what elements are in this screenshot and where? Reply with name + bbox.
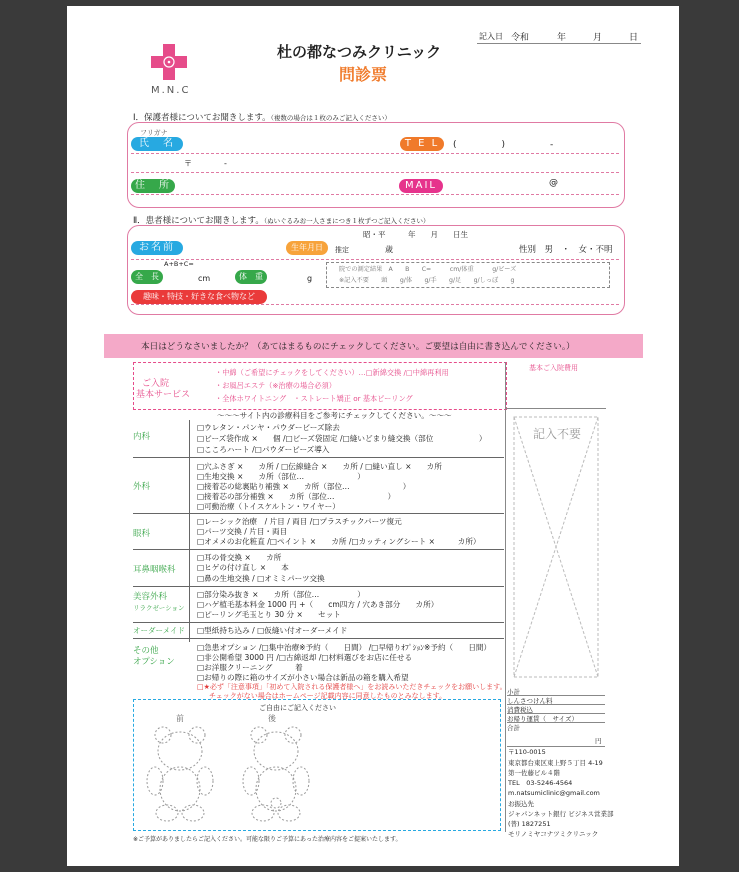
warning-note: チェックがない場合はホームページ記載内容に同意したものとみなします。 bbox=[209, 692, 447, 700]
dept-cosmetic-item[interactable]: □ピーリング毛玉とり 30 分 × セット bbox=[197, 610, 341, 619]
measure-note2: ※記入不要 頭 g/体 g/手 g/足 g/しっぽ g bbox=[339, 277, 515, 284]
gender-field[interactable]: 性別 男 ・ 女・不明 bbox=[519, 245, 613, 255]
dept-ophthalmology-item[interactable]: □レーシック治療 / 片目 / 両目 /□プラスチックパーツ復元 bbox=[197, 517, 402, 526]
dept-ent: 耳鼻咽喉科 bbox=[133, 565, 176, 575]
dept-cosmetic-sub: リラクゼーション bbox=[133, 604, 185, 612]
era-label: 昭・平 年 月 日生 bbox=[363, 230, 468, 239]
back-label: 後 bbox=[268, 714, 276, 723]
basic-service-line3[interactable]: ・全体ホワイトニング ・ストレート矯正 or 基本ピーリング bbox=[215, 394, 413, 403]
height-unit: cm bbox=[198, 274, 211, 283]
clinic-name: 杜の都なつみクリニック bbox=[277, 43, 442, 61]
nurse-fee-label: しんさつけん料 bbox=[507, 697, 553, 705]
dept-surgery-item[interactable]: □接着芯の総裏貼り補強 × カ所（部位… ） bbox=[197, 482, 411, 491]
tax-label: 消費税込 bbox=[507, 706, 533, 714]
tel-field[interactable]: ( ) - bbox=[453, 140, 554, 150]
subtotal-label: 小計 bbox=[507, 688, 520, 696]
warning-checkbox[interactable]: □★必ず「注意事項」「初めて入院される保護者様へ」をお読みいただきチェックをお願いします。 bbox=[197, 683, 507, 691]
dept-surgery-item[interactable]: □生地交換 × カ所（部位… ） bbox=[197, 472, 365, 481]
footer-note: ※ご予算がありましたらご記入ください。可能な限りご予算にあった治療内容をご提案いたします。 bbox=[133, 836, 402, 843]
weight-unit: g bbox=[307, 274, 313, 283]
form-title: 問診票 bbox=[339, 65, 388, 84]
furigana-label: フリガナ bbox=[140, 129, 168, 137]
basic-service-line1[interactable]: ・中綿（ご希望にチェックをしてください）…□新綿交換 /□中綿再利用 bbox=[215, 368, 449, 377]
dept-cosmetic-item[interactable]: □ハゲ植毛基本料金 1000 円 +（ cm四方 / 穴あき部分 カ所） bbox=[197, 600, 439, 609]
hobby-label: 趣味・特技・好きな食べ物など bbox=[131, 290, 267, 304]
yen-label: 円 bbox=[595, 737, 602, 745]
section2-title: Ⅱ．患者様についてお聞きします。（ぬいぐるみお一人さまにつき１枚ずつご記入ください） bbox=[133, 216, 430, 226]
bear-back-icon bbox=[241, 723, 311, 823]
abc-formula: A+B+C= bbox=[164, 260, 194, 268]
dept-ent-item[interactable]: □鼻の生地交換 / □オミミパーツ交換 bbox=[197, 574, 325, 583]
dept-custom: オーダーメイド bbox=[133, 626, 185, 635]
section1-title: Ⅰ．保護者様についてお聞きします。（複数の場合は１枚のみご記入ください） bbox=[133, 113, 391, 123]
basic-service-line2: ・お風呂エステ（※治療の場合必須） bbox=[215, 381, 336, 390]
dept-custom-item[interactable]: □型紙持ち込み / □仮縫い付オーダーメイド bbox=[197, 626, 348, 635]
fee-divider bbox=[505, 408, 606, 409]
dept-internal-item[interactable]: □ビーズ袋作成 × 個 /□ビーズ袋固定 /□縫いどまり縫交換（部位 ） bbox=[197, 434, 487, 443]
birthday-label: 生年月日 bbox=[286, 241, 328, 255]
department-divider bbox=[189, 420, 190, 642]
dept-other-item[interactable]: □お帰りの際に箱のサイズが小さい場合は新品の箱を購入希望 bbox=[197, 673, 409, 682]
dept-surgery-item[interactable]: □接着芯の部分補強 × カ所（部位… ） bbox=[197, 492, 396, 501]
no-entry-cross-icon bbox=[513, 416, 599, 678]
dept-other-item[interactable]: □お洋服クリーニング 着 bbox=[197, 663, 303, 672]
dept-ent-item[interactable]: □耳の骨交換 × カ所 bbox=[197, 553, 282, 562]
cross-logo-icon bbox=[151, 44, 187, 80]
postal-field[interactable]: 〒 - bbox=[184, 159, 227, 168]
weight-label: 体 重 bbox=[235, 270, 267, 284]
dept-ent-item[interactable]: □ヒゲの付け直し × 本 bbox=[197, 563, 289, 572]
dept-other-item[interactable]: □非公開希望 3000 円 /□古綿返却 /□材料選びをお店に任せる bbox=[197, 653, 413, 662]
age-unit: 歳 bbox=[385, 245, 393, 254]
dept-internal: 内科 bbox=[133, 432, 151, 442]
logo-text: M.N.C bbox=[151, 85, 191, 96]
visit-reason-banner: 本日はどうなさいましたか？（あてはまるものにチェックしてください。ご要望は自由に書き込んでください。） bbox=[104, 334, 643, 358]
tel-label: T E L bbox=[400, 137, 444, 151]
dept-surgery: 外科 bbox=[133, 482, 151, 492]
total-label: 合計 bbox=[507, 724, 520, 732]
dept-ophthalmology: 眼科 bbox=[133, 529, 151, 539]
drawing-title: ご自由にご記入ください bbox=[259, 704, 336, 712]
dept-surgery-item[interactable]: □穴ふさぎ × カ所 / □伝線縫合 × カ所 / □縫い直し × カ所 bbox=[197, 462, 442, 471]
basic-service-label1: ご入院 bbox=[142, 379, 170, 389]
mail-label: MAIL bbox=[399, 179, 443, 193]
no-entry-stamp: 記入不要 bbox=[533, 427, 582, 441]
dept-internal-item[interactable]: □ウレタン・パンヤ・パウダービーズ除去 bbox=[197, 423, 340, 432]
shipping-label: お帰り運賃（ サイズ） bbox=[507, 715, 578, 723]
estimate-label: 推定 bbox=[335, 246, 349, 254]
at-mark: @ bbox=[549, 178, 558, 188]
name-label: 氏 名 bbox=[131, 137, 183, 151]
dept-ophthalmology-item[interactable]: □パーツ交換 / 片目・両目 bbox=[197, 527, 288, 536]
patient-name-label: お名前 bbox=[131, 241, 183, 255]
fee-header: 基本ご入院費用 bbox=[529, 364, 578, 372]
questionnaire-sheet: M.N.C 杜の都なつみクリニック 問診票 記入日 令和 年 月 日 Ⅰ．保護者様についてお聞きします。（複数の場合は１枚のみご記入ください） フリガナ 氏 名 T E L ( ) - 〒 - 住 所 MAIL @ Ⅱ．患者様についてお聞きします。（ぬいぐるみお一人さまにつき１枚ずつご記入ください） 昭・平 年 月 日生 お名前 生年月日 推定 歳 性別 男 ・ 女・不明 A+B+C= 全 長 cm 体 重 g 院での測定結果 A B C= cm/体重 g/ビーズ ※記入不要 頭 g/体 g/手 g/足 g/しっぽ g 趣味・特技・好きな食べ物など 本日はどうなさいましたか？（あてはまるものにチェックしてください。ご要望は自由に書き込んでください。） ご入院 基本サービス ・中綿（ご希望にチェックをしてください）…□新綿交換 /□中綿再利用 ・お風呂エステ（※治療の場合必須） ・全体ホワイトニング ・ストレート矯正 or 基本ピーリング 基本ご入院費用 記入不要 小計 しんさつけん料 消費税込 お帰り運賃（ サイズ） 合計 円 ～～～サイト内の診療科目をご参考にチェックしてください。～～～ 内科 □ウレタン・パンヤ・パウダービーズ除去 □ビーズ袋作成 × 個 /□ビーズ袋固定 /□縫いどまり縫交換（部位 ） □こころハート /□パウダービーズ導入 外科 □穴ふさぎ × カ所 / □伝線縫合 × カ所 / □縫い直し × カ所 □生地交換 × カ所（部位… ） □接着芯の総裏貼り補強 × カ所（部位… ） □接着芯の部分補強 × カ所（部位… ） □可動治療（トイスケルトン・ワイヤー） 眼科 □レーシック治療 / 片目 / 両目 /□プラスチックパーツ復元 □パーツ交換 / 片目・両目 □オメメのお化粧直 /□ペイント × カ所 /□カッティングシート × カ所） 耳鼻咽喉科 □耳の骨交換 × カ所 □ヒゲの付け直し × 本 □鼻の生地交換 / □オミミパーツ交換 美容外科 リラクゼーション □部分染み抜き × カ所（部位… ） □ハゲ植毛基本料金 1000 円 +（ cm四方 / 穴あき部分 カ所） □ピーリング毛玉とり 30 分 × セット オーダーメイド □型紙持ち込み / □仮縫い付オーダーメイド その他 オプション □急患オプション /□集中治療※予約（ 日間） /□早帰りｵﾌﾟｼｮﾝ※予約（ 日間） □非公開希望 3000 円 /□古綿返却 /□材料選びをお店に任せる □お洋服クリーニング 着 □お帰りの際に箱のサイズが小さい場合は新品の箱を購入希望 □★必ず「注意事項」「初めて入院される保護者様へ」をお読みいただきチェックをお願いします。 チェックがない場合はホームページ記載内容に同意したものとみなします。 ご自由にご記入ください 前 後 〒110-0015 東京都台東区東上野５丁目 4-19 第一佐藤ビル４階 TEL 03-5246-4564 m.natsumiclinic@gmail.com お振込先 ジャパンネット銀行 ビジネス営業部 (普) 1827251 モリノミヤコナツミクリニック ※ご予算がありましたらご記入ください。可能な限りご予算にあった治療内容をご提案いたします。 bbox=[67, 6, 679, 866]
dept-cosmetic-item[interactable]: □部分染み抜き × カ所（部位… ） bbox=[197, 590, 365, 599]
height-label: 全 長 bbox=[131, 270, 163, 284]
bear-front-icon bbox=[145, 723, 215, 823]
site-note: ～～～サイト内の診療科目をご参考にチェックしてください。～～～ bbox=[217, 411, 452, 420]
measure-note1: 院での測定結果 A B C= cm/体重 g/ビーズ bbox=[339, 266, 517, 273]
dept-other-item[interactable]: □急患オプション /□集中治療※予約（ 日間） /□早帰りｵﾌﾟｼｮﾝ※予約（ 日間） bbox=[197, 643, 492, 652]
basic-service-label2: 基本サービス bbox=[136, 390, 191, 400]
dept-other: その他 bbox=[133, 646, 159, 656]
address-label: 住 所 bbox=[131, 179, 175, 193]
dept-other-sub: オプション bbox=[133, 657, 175, 667]
dept-ophthalmology-item[interactable]: □オメメのお化粧直 /□ペイント × カ所 /□カッティングシート × カ所） bbox=[197, 537, 481, 546]
dept-cosmetic: 美容外科 bbox=[133, 592, 168, 602]
dept-surgery-item[interactable]: □可動治療（トイスケルトン・ワイヤー） bbox=[197, 502, 340, 511]
dept-internal-item[interactable]: □こころハート /□パウダービーズ導入 bbox=[197, 445, 330, 454]
front-label: 前 bbox=[176, 714, 184, 723]
